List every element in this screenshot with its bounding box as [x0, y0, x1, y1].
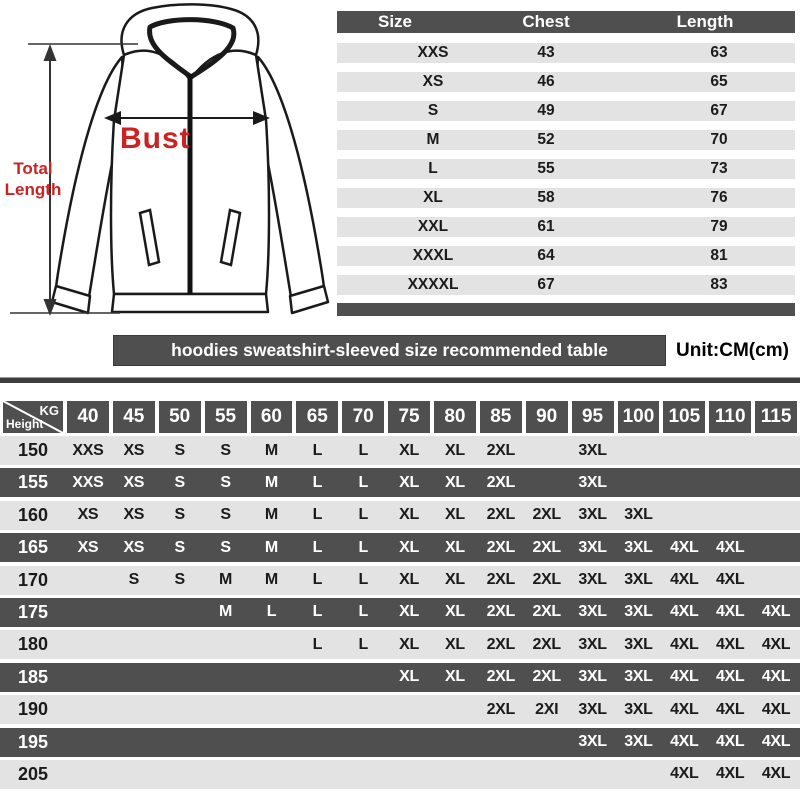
weight-header-cell: 50	[159, 401, 201, 433]
size-value-cell: XL	[445, 506, 465, 524]
height-label-cell: 185	[17, 666, 49, 687]
size-value-cell: S	[174, 571, 185, 589]
size-value-cell: M	[264, 571, 278, 589]
size-value-cell: S	[220, 473, 231, 491]
unit-label: Unit:CM(cm)	[676, 340, 789, 361]
size-cell-length: 79	[710, 218, 728, 235]
size-value-cell: 4XL	[715, 733, 745, 751]
size-value-cell: L	[312, 538, 323, 556]
size-value-cell: XS	[123, 473, 145, 491]
size-cell-chest: 67	[537, 276, 555, 293]
size-value-cell: 2XL	[486, 571, 516, 589]
size-cell-chest: 55	[537, 160, 555, 177]
size-value-cell: 2XL	[486, 635, 516, 653]
size-cell-size: XXXXL	[407, 276, 459, 293]
weight-header-cell: 45	[113, 401, 155, 433]
size-value-cell: 3XL	[578, 571, 607, 589]
size-value-cell: XL	[399, 603, 419, 621]
size-value-cell: L	[358, 603, 368, 621]
matrix-row	[0, 533, 800, 562]
size-value-cell: XL	[445, 668, 465, 686]
matrix-row	[0, 760, 800, 789]
size-value-cell: S	[220, 441, 231, 459]
size-value-cell: 4XL	[761, 635, 791, 653]
weight-header-cell: 105	[663, 401, 705, 433]
size-value-cell: L	[312, 603, 323, 621]
weight-header-cell: 90	[526, 401, 568, 433]
header-size: Size	[377, 12, 413, 31]
corner-kg-label: KG	[39, 403, 59, 418]
size-value-cell: 4XL	[670, 635, 699, 653]
banner-title: hoodies sweatshirt-sleeved size recommended table	[171, 340, 608, 360]
section-divider	[0, 377, 800, 383]
size-value-cell: L	[266, 603, 277, 621]
height-label-cell: 180	[17, 634, 49, 655]
banner	[113, 335, 666, 366]
height-label-cell: 205	[17, 763, 49, 784]
size-value-cell: XS	[123, 538, 145, 556]
size-table-row	[337, 217, 795, 237]
size-table-footer-bar	[337, 303, 795, 316]
size-cell-length: 83	[710, 276, 728, 293]
weight-header-cell: 40	[67, 401, 109, 433]
size-value-cell: XL	[399, 538, 419, 556]
size-value-cell: 4XL	[670, 603, 699, 621]
weight-header-cell: 75	[388, 401, 430, 433]
size-value-cell: XXS	[72, 473, 104, 491]
height-label-cell: 170	[17, 569, 49, 590]
size-table-row	[337, 101, 795, 121]
size-value-cell: L	[312, 506, 323, 524]
size-value-cell: 2XL	[532, 506, 561, 524]
size-value-cell: M	[264, 506, 278, 524]
size-table-row	[337, 275, 795, 295]
matrix-row	[0, 566, 800, 595]
size-cell-chest: 58	[537, 189, 555, 206]
size-value-cell: M	[264, 538, 278, 556]
header-chest: Chest	[522, 12, 570, 31]
size-value-cell: XS	[77, 506, 99, 524]
height-label-cell: 160	[17, 504, 49, 525]
size-value-cell: 4XL	[715, 538, 745, 556]
size-cell-chest: 49	[537, 102, 555, 119]
size-value-cell: 2XL	[532, 668, 561, 686]
size-value-cell: 2XL	[486, 506, 516, 524]
matrix-header	[0, 401, 800, 433]
size-value-cell: L	[358, 473, 368, 491]
size-value-cell: XL	[399, 668, 419, 686]
size-value-cell: 4XL	[670, 700, 699, 718]
size-cell-length: 63	[710, 44, 728, 61]
size-value-cell: 3XL	[578, 441, 607, 459]
size-value-cell: 4XL	[761, 668, 791, 686]
hoodie-zipper	[188, 74, 193, 294]
size-value-cell: 3XL	[624, 700, 653, 718]
size-value-cell: 2XL	[486, 668, 516, 686]
size-value-cell: XXS	[72, 441, 104, 459]
size-value-cell: XL	[399, 441, 419, 459]
size-table-row	[337, 72, 795, 92]
size-cell-chest: 43	[537, 44, 555, 61]
size-value-cell: 2XL	[532, 571, 561, 589]
size-value-cell: L	[358, 506, 368, 524]
hoodie-hem-band	[112, 294, 268, 312]
size-value-cell: 3XL	[578, 733, 607, 751]
size-value-cell: 2XL	[486, 473, 516, 491]
matrix-row	[0, 501, 800, 530]
size-value-cell: 3XL	[624, 668, 653, 686]
size-value-cell: 3XL	[578, 603, 607, 621]
matrix-row	[0, 436, 800, 465]
size-value-cell: L	[312, 635, 323, 653]
size-cell-size: XL	[423, 189, 443, 206]
size-value-cell: L	[358, 571, 368, 589]
size-value-cell: XS	[123, 441, 145, 459]
size-value-cell: XL	[399, 571, 419, 589]
size-value-cell: 2XL	[486, 700, 516, 718]
size-value-cell: 3XL	[578, 506, 607, 524]
size-value-cell: S	[220, 506, 231, 524]
size-value-cell: 4XL	[670, 571, 699, 589]
size-table-body	[337, 43, 795, 295]
matrix-row	[0, 468, 800, 497]
size-cell-length: 67	[710, 102, 728, 119]
size-value-cell: XL	[445, 441, 465, 459]
size-cell-chest: 64	[537, 247, 555, 264]
size-cell-size: XXXL	[412, 247, 454, 264]
size-cell-chest: 52	[537, 131, 555, 148]
size-value-cell: 4XL	[761, 700, 791, 718]
size-value-cell: 3XL	[578, 668, 607, 686]
size-matrix	[0, 401, 800, 792]
size-value-cell: S	[174, 506, 185, 524]
height-label-cell: 175	[17, 601, 49, 622]
size-value-cell: S	[174, 538, 185, 556]
size-value-cell: XL	[399, 635, 419, 653]
total-length-label: Total Length	[4, 159, 62, 199]
size-value-cell: XL	[399, 473, 419, 491]
size-table-row	[337, 159, 795, 179]
matrix-row	[0, 695, 800, 724]
hoodie-diagram	[0, 0, 336, 332]
size-cell-length: 73	[710, 160, 728, 177]
size-value-cell: XS	[77, 538, 99, 556]
size-value-cell: 4XL	[761, 765, 791, 783]
size-table-row	[337, 188, 795, 208]
size-cell-size: L	[428, 160, 438, 177]
weight-header-cell: 65	[296, 401, 338, 433]
size-cell-size: M	[426, 131, 440, 148]
size-value-cell: 4XL	[715, 668, 745, 686]
size-table-row	[337, 43, 795, 63]
size-value-cell: 2XI	[535, 700, 559, 718]
size-value-cell: 4XL	[715, 571, 745, 589]
size-value-cell: 2XL	[532, 635, 561, 653]
weight-header-cell: 115	[755, 401, 797, 433]
size-value-cell: 3XL	[624, 733, 653, 751]
weight-header-cell: 70	[342, 401, 384, 433]
size-table-row	[337, 130, 795, 150]
size-value-cell: L	[312, 571, 323, 589]
size-value-cell: 4XL	[670, 538, 699, 556]
size-cell-size: S	[427, 102, 439, 119]
weight-header-cell: 95	[572, 401, 614, 433]
size-value-cell: XL	[399, 506, 419, 524]
size-value-cell: 3XL	[578, 635, 607, 653]
size-cell-length: 65	[710, 73, 728, 90]
height-label-cell: 190	[17, 699, 49, 720]
size-cell-size: XS	[422, 73, 444, 90]
matrix-corner-cell	[3, 401, 63, 433]
size-value-cell: S	[128, 571, 139, 589]
size-value-cell: S	[174, 441, 185, 459]
size-value-cell: XL	[445, 635, 465, 653]
size-value-cell: 2XL	[486, 538, 516, 556]
size-value-cell: 2XL	[532, 603, 561, 621]
size-value-cell: L	[312, 473, 323, 491]
size-value-cell: S	[220, 538, 231, 556]
size-cell-size: XXL	[417, 218, 449, 235]
size-table-row	[337, 246, 795, 266]
size-value-cell: 4XL	[670, 765, 699, 783]
size-value-cell: L	[358, 538, 368, 556]
header-length: Length	[676, 12, 734, 31]
size-value-cell: 2XL	[532, 538, 561, 556]
height-label-cell: 165	[17, 537, 49, 558]
size-value-cell: 4XL	[670, 733, 699, 751]
size-value-cell: 4XL	[715, 635, 745, 653]
size-value-cell: 3XL	[624, 538, 653, 556]
height-label-cell: 195	[17, 731, 49, 752]
size-value-cell: L	[358, 441, 368, 459]
matrix-row	[0, 728, 800, 757]
matrix-row	[0, 598, 800, 627]
size-cell-size: XXS	[417, 44, 449, 61]
size-value-cell: 3XL	[624, 635, 653, 653]
size-value-cell: M	[219, 571, 233, 589]
size-value-cell: 3XL	[578, 473, 607, 491]
size-value-cell: M	[264, 441, 278, 459]
size-cell-chest: 46	[537, 73, 555, 90]
size-value-cell: M	[264, 473, 278, 491]
size-value-cell: 3XL	[624, 603, 653, 621]
weight-header-cell: 110	[709, 401, 751, 433]
size-value-cell: 4XL	[761, 603, 791, 621]
matrix-row	[0, 630, 800, 659]
size-value-cell: 3XL	[624, 571, 653, 589]
size-value-cell: 4XL	[715, 765, 745, 783]
height-label-cell: 150	[17, 440, 49, 460]
size-value-cell: S	[174, 473, 185, 491]
bust-label: Bust	[120, 122, 191, 155]
corner-height-label: Height	[6, 417, 44, 431]
weight-header-cell: 55	[205, 401, 247, 433]
weight-header-cell: 80	[434, 401, 476, 433]
size-value-cell: M	[219, 603, 233, 621]
matrix-body	[0, 436, 800, 789]
size-cell-length: 70	[710, 131, 728, 148]
size-value-cell: XL	[445, 603, 465, 621]
size-value-cell: L	[312, 441, 323, 459]
size-table	[337, 11, 795, 316]
size-cell-length: 81	[710, 247, 728, 264]
weight-header-cell: 100	[618, 401, 660, 433]
weight-header-cell: 60	[251, 401, 293, 433]
size-value-cell: 3XL	[578, 700, 607, 718]
size-value-cell: 4XL	[715, 700, 745, 718]
size-value-cell: XL	[445, 571, 465, 589]
height-label-cell: 155	[17, 472, 49, 493]
size-value-cell: L	[358, 635, 368, 653]
size-cell-chest: 61	[537, 218, 555, 235]
size-value-cell: 2XL	[486, 603, 516, 621]
size-value-cell: 2XL	[486, 441, 516, 459]
size-value-cell: XL	[445, 538, 465, 556]
size-value-cell: XS	[123, 506, 145, 524]
size-value-cell: 4XL	[761, 733, 791, 751]
size-value-cell: 3XL	[624, 506, 653, 524]
size-cell-length: 76	[710, 189, 728, 206]
size-value-cell: 4XL	[670, 668, 699, 686]
weight-header-cell: 85	[480, 401, 522, 433]
size-table-header	[337, 11, 795, 33]
matrix-row	[0, 663, 800, 692]
size-value-cell: 3XL	[578, 538, 607, 556]
size-value-cell: 4XL	[715, 603, 745, 621]
size-value-cell: XL	[445, 473, 465, 491]
